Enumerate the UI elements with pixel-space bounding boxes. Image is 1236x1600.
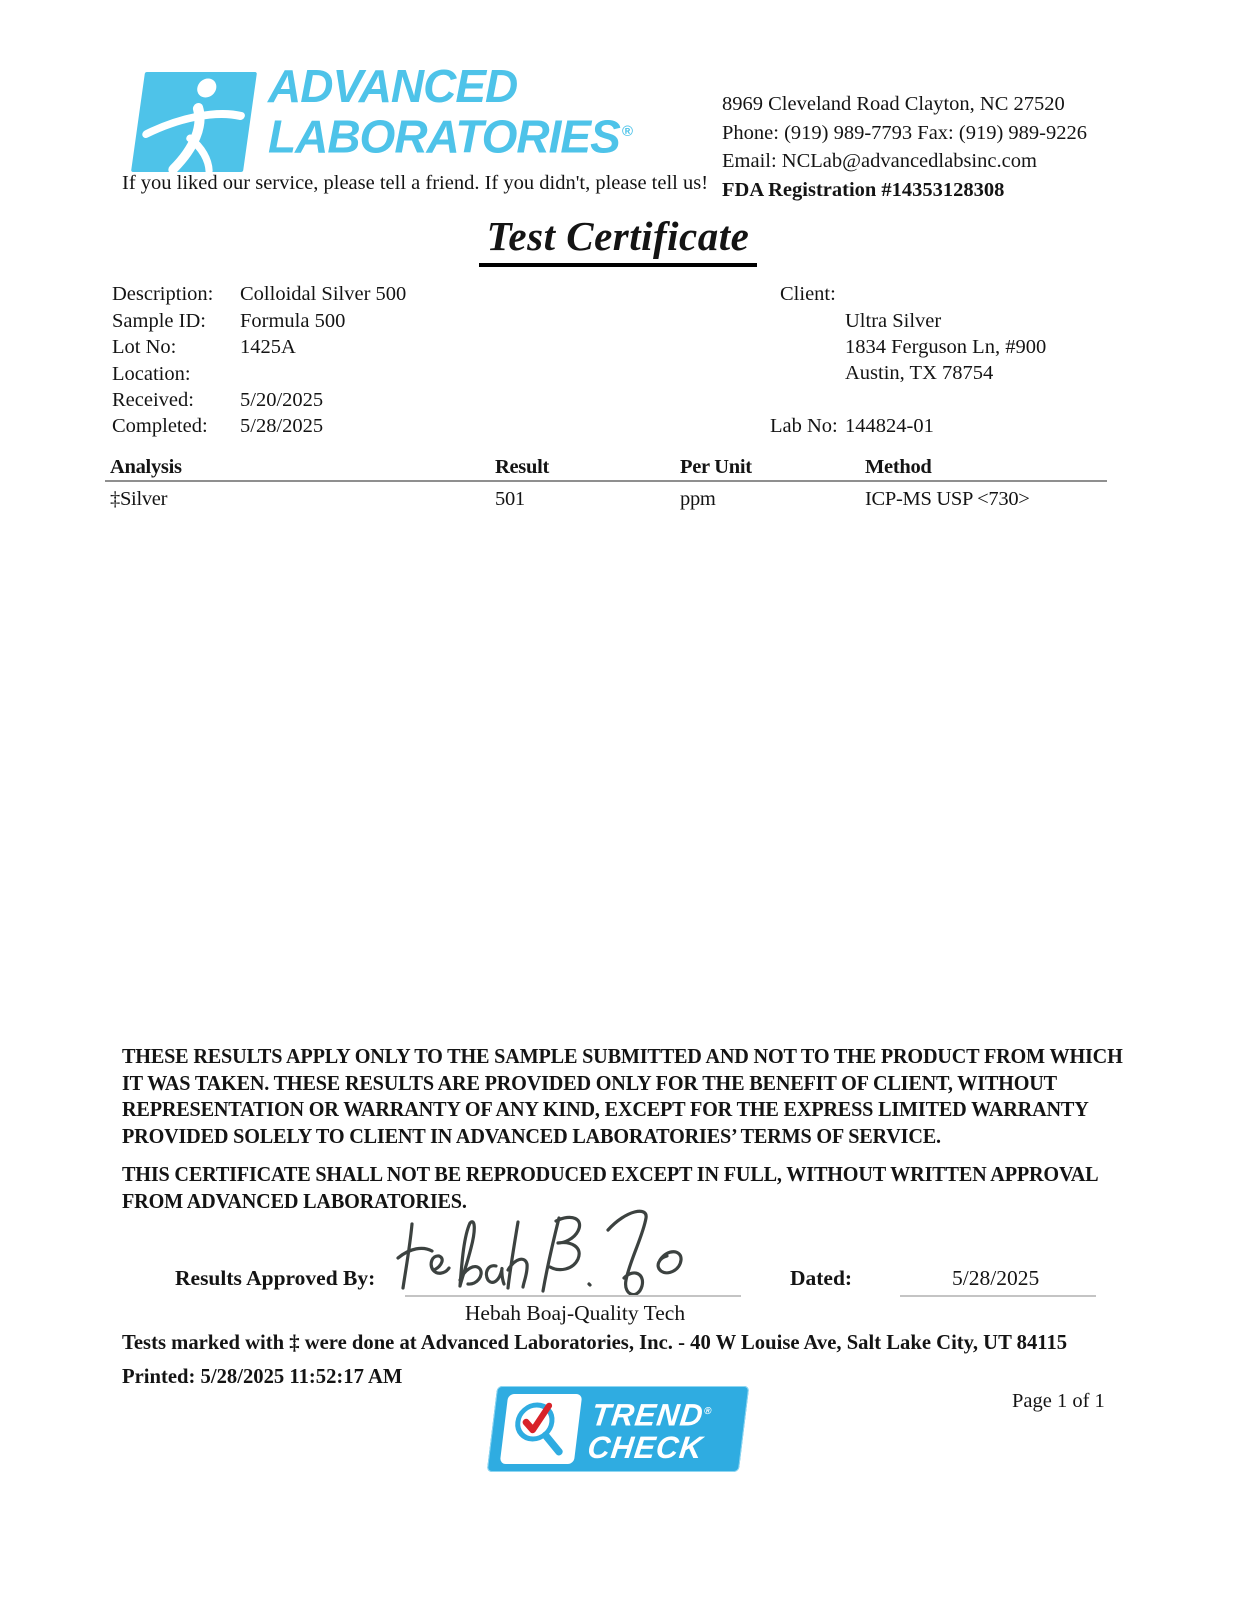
table-header-method: Method: [865, 456, 932, 478]
field-label-description: Description:: [112, 283, 214, 305]
table-header-divider: [105, 480, 1107, 482]
document-title: Test Certificate: [479, 212, 758, 267]
signer-title: Hebah Boaj-Quality Tech: [464, 1301, 686, 1325]
trend-check-wordmark: [586, 1395, 714, 1464]
field-value-lot-no: 1425A: [240, 336, 296, 358]
table-header-result: Result: [495, 456, 550, 478]
field-label-location: Location:: [112, 363, 191, 385]
field-label-received: Received:: [112, 389, 194, 411]
field-label-completed: Completed:: [112, 415, 208, 437]
client-label: Client:: [780, 283, 836, 305]
tests-note: Tests marked with ‡ were done at Advanced Laboratories, Inc. - 40 W Louise Ave, Salt Lake City, UT 84115: [122, 1330, 1068, 1354]
fda-registration: FDA Registration #14353128308: [722, 178, 1005, 201]
lab-address: 8969 Cleveland Road Clayton, NC 27520: [722, 93, 1065, 115]
row-per-unit: ppm: [680, 488, 716, 510]
wordmark-line2: LABORATORIES ®: [268, 110, 633, 163]
magnifier-check-icon: [500, 1394, 583, 1464]
trend-check-line1: TREND®: [589, 1397, 712, 1433]
leaping-figure-icon: [131, 72, 257, 172]
printed-timestamp: Printed: 5/28/2025 11:52:17 AM: [122, 1364, 403, 1388]
table-header-per-unit: Per Unit: [680, 456, 752, 478]
company-wordmark: [268, 60, 633, 163]
field-value-received: 5/20/2025: [240, 389, 324, 411]
handwritten-signature: [396, 1196, 696, 1302]
lab-no-value: 144824-01: [845, 415, 934, 437]
lab-email: Email: NCLab@advancedlabsinc.com: [722, 150, 1037, 172]
field-label-lot-no: Lot No:: [112, 336, 177, 358]
row-method: ICP-MS USP <730>: [865, 488, 1030, 510]
page-indicator: Page 1 of 1: [1012, 1390, 1105, 1412]
lab-no-label: Lab No:: [770, 415, 838, 437]
trend-check-line2: CHECK: [585, 1430, 706, 1466]
trend-check-tile: [500, 1394, 583, 1464]
field-value-completed: 5/28/2025: [240, 415, 324, 437]
wordmark-line1: ADVANCED: [268, 60, 518, 112]
client-address-line2: Austin, TX 78754: [845, 362, 994, 384]
dated-label: Dated:: [790, 1266, 853, 1290]
advanced-labs-logo-mark: [131, 72, 257, 172]
field-value-sample-id: Formula 500: [240, 310, 346, 332]
service-tagline: If you liked our service, please tell a friend. If you didn't, please tell us!: [122, 172, 709, 194]
document-title-wrap: [0, 212, 1236, 267]
results-approved-by-label: Results Approved By:: [175, 1266, 376, 1290]
field-label-sample-id: Sample ID:: [112, 310, 206, 332]
client-name: Ultra Silver: [845, 310, 942, 332]
registered-trademark-symbol: ®: [621, 123, 633, 140]
trend-check-logo: [487, 1386, 750, 1472]
row-analysis: ‡Silver: [110, 488, 168, 510]
date-line: [900, 1295, 1096, 1297]
dated-value: 5/28/2025: [952, 1266, 1040, 1290]
row-result: 501: [495, 488, 525, 510]
trend-registered-mark: ®: [703, 1406, 712, 1417]
disclaimer-paragraph-2: THIS CERTIFICATE SHALL NOT BE REPRODUCED EXCEPT IN FULL, WITHOUT WRITTEN APPROVAL FROM ADVANCED LABORATORIES.: [122, 1162, 1098, 1213]
client-address-line1: 1834 Ferguson Ln, #900: [845, 336, 1047, 358]
field-value-description: Colloidal Silver 500: [240, 283, 407, 305]
disclaimer-paragraph-1: THESE RESULTS APPLY ONLY TO THE SAMPLE SUBMITTED AND NOT TO THE PRODUCT FROM WHICH IT WAS TAKEN. THESE RESULTS ARE PROVIDED ONLY FOR THE BENEFIT OF CLIENT, WITHOUT REPRESENTATION OR WARRANTY OF ANY KIND, EXCEPT FOR THE EXPRESS LIMITED WARRANTY PROVIDED SOLELY TO CLIENT IN ADVANCED LABORATORIES’ TERMS OF SERVICE.: [122, 1044, 1123, 1148]
signature-line: [405, 1295, 741, 1297]
lab-contact-block: [722, 90, 1087, 204]
lab-phone-fax: Phone: (919) 989-7793 Fax: (919) 989-9226: [722, 121, 1087, 144]
table-header-analysis: Analysis: [110, 456, 182, 478]
